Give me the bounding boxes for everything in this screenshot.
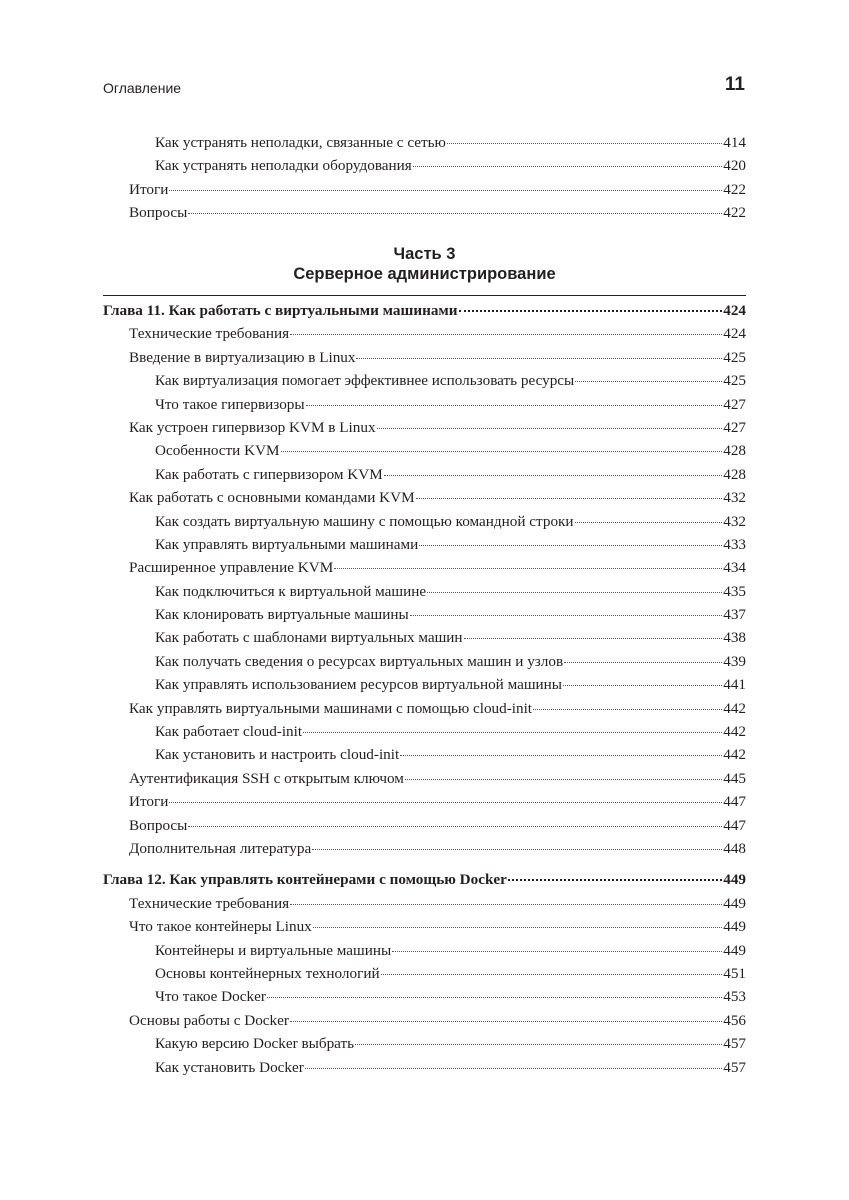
entry-title: Вопросы [129,816,188,834]
entry-title: Как установить Docker [155,1058,304,1076]
entry-page: 438 [723,629,746,647]
entry-title: Как работать с гипервизором KVM [155,465,383,483]
toc-entry[interactable] [103,533,746,556]
entry-page: 457 [723,1035,746,1053]
entry-title: Итоги [129,180,169,198]
dot-leader [334,567,722,569]
entry-title: Технические требования [129,894,290,912]
dot-leader [303,731,722,733]
dot-leader [405,778,722,780]
toc-entry[interactable] [103,393,746,416]
entry-title: Как устранять неполадки, связанные с сетью [155,134,446,151]
entry-page: 433 [723,535,746,553]
entry-title: Как клонировать виртуальные машины [155,606,409,624]
entry-title: Как управлять использованием ресурсов виртуальной машины [155,676,563,694]
entry-page: 427 [723,418,746,436]
chapter-title: Глава 12. Как управлять контейнерами с помощью Docker [103,871,507,889]
entry-page: 428 [723,465,746,483]
entry-title: Как работать с основными командами KVM [129,489,415,507]
dot-leader [355,1043,722,1045]
entry-page: 425 [723,348,746,366]
dot-leader [312,848,722,850]
toc-entry[interactable] [103,178,746,201]
dot-leader [377,427,723,429]
entry-page: 427 [723,395,746,413]
toc-entry[interactable] [103,510,746,533]
part-title: Серверное администрирование [293,265,556,283]
entry-title: Дополнительная литература [129,839,312,857]
toc-continued-list [103,131,746,225]
dot-leader [410,614,723,616]
toc-chapter-12[interactable] [103,868,746,891]
entry-title: Как подключиться к виртуальной машине [155,582,427,600]
entry-page: 428 [723,442,746,460]
chapter-11-entries [103,322,746,860]
dot-leader [392,950,722,952]
entry-title: Вопросы [129,204,188,222]
toc-entry[interactable] [103,322,746,345]
entry-title: Как работать с шаблонами виртуальных машин [155,629,463,647]
dot-leader [419,544,722,546]
entry-page: 457 [723,1058,746,1076]
entry-page: 425 [723,372,746,390]
entry-title: Как устранять неполадки оборудования [155,157,412,175]
entry-page: 453 [723,988,746,1006]
entry-title: Аутентификация SSH с открытым ключом [129,769,404,787]
toc-entry[interactable] [103,1056,746,1079]
part-heading [103,244,746,284]
entry-page: 449 [723,941,746,959]
entry-title: Что такое контейнеры Linux [129,918,312,936]
toc-entry[interactable] [103,154,746,177]
toc-main-list [103,299,746,1079]
dot-leader [575,521,723,523]
entry-page: 435 [723,582,746,600]
dot-leader [508,878,722,881]
entry-title: Итоги [129,793,169,811]
toc-entry[interactable] [103,1032,746,1055]
entry-title: Введение в виртуализацию в Linux [129,348,356,366]
dot-leader [356,357,722,359]
entry-page: 420 [723,157,746,175]
entry-title: Как устроен гипервизор KVM в Linux [129,418,376,436]
entry-title: Основы работы с Docker [129,1011,289,1029]
toc-entry[interactable] [103,416,746,439]
dot-leader [188,212,722,214]
dot-leader [459,309,723,312]
toc-entry[interactable] [103,369,746,392]
entry-title: Как управлять виртуальными машинами [155,535,419,553]
entry-page: 451 [723,964,746,982]
entry-title: Как создать виртуальную машину с помощью командной строки [155,512,574,530]
toc-entry[interactable] [103,697,746,720]
toc-entry[interactable] [103,962,746,985]
dot-leader [413,165,722,167]
entry-title: Как управлять виртуальными машинами с помощью cloud-init [129,699,533,717]
toc-entry[interactable] [103,201,746,224]
dot-leader [169,801,722,803]
entry-page: 445 [723,769,746,787]
toc-entry[interactable] [103,1009,746,1032]
entry-title: Как получать сведения о ресурсах виртуальных машин и узлов [155,652,564,670]
toc-entry[interactable] [103,720,746,743]
toc-entry[interactable] [103,915,746,938]
dot-leader [306,404,723,406]
chapter-12-entries [103,892,746,1079]
toc-entry[interactable] [103,603,746,626]
entry-title: Как установить и настроить cloud-init [155,746,400,764]
entry-title: Какую версию Docker выбрать [155,1035,355,1053]
toc-entry[interactable] [103,439,746,462]
entry-page: 432 [723,512,746,530]
entry-title: Расширенное управление KVM [129,559,334,577]
toc-entry[interactable] [103,626,746,649]
entry-title: Как работает cloud-init [155,723,303,741]
dot-leader [290,333,722,335]
dot-leader [381,973,723,975]
toc-entry[interactable] [103,837,746,860]
dot-leader [290,903,722,905]
toc-entry[interactable] [103,580,746,603]
entry-title: Что такое гипервизоры [155,395,305,413]
page-number: 11 [724,74,745,95]
entry-title: Основы контейнерных технологий [155,964,380,982]
chapter-page: 449 [723,871,746,889]
entry-page: 424 [723,325,746,343]
entry-page: 449 [723,918,746,936]
entry-page: 447 [723,816,746,834]
entry-page: 434 [723,559,746,577]
dot-leader [400,754,722,756]
dot-leader [290,1020,722,1022]
entry-title: Как виртуализация помогает эффективнее использовать ресурсы [155,372,575,390]
toc-entry[interactable] [103,790,746,813]
dot-leader [464,637,723,639]
toc-entry[interactable] [103,486,746,509]
dot-leader [384,474,722,476]
toc-entry[interactable] [103,346,746,369]
entry-page: 422 [723,204,746,222]
toc-entry[interactable] [103,556,746,579]
entry-page: 432 [723,489,746,507]
dot-leader [313,926,722,928]
dot-leader [575,380,722,382]
dot-leader [267,996,722,998]
toc-entry[interactable] [103,892,746,915]
part-number: Часть 3 [393,245,456,263]
entry-page: 442 [723,723,746,741]
running-head: Оглавление [103,80,182,96]
toc-entry[interactable] [103,463,746,486]
entry-page: 448 [723,839,746,857]
dot-leader [305,1067,722,1069]
dot-leader [427,591,722,593]
entry-page: 437 [723,606,746,624]
toc-entry[interactable] [103,673,746,696]
dot-leader [188,825,722,827]
toc-entry[interactable] [103,814,746,837]
entry-page: 449 [723,894,746,912]
dot-leader [533,708,722,710]
dot-leader [281,450,723,452]
dot-leader [416,497,723,499]
entry-title: Особенности KVM [155,442,280,460]
toc-chapter-11[interactable] [103,299,746,322]
entry-title: Что такое Docker [155,988,266,1006]
part-divider-rule [103,295,746,296]
dot-leader [563,684,722,686]
entry-page: 442 [723,746,746,764]
chapter-title: Глава 11. Как работать с виртуальными машинами [103,302,458,319]
entry-page: 439 [723,652,746,670]
toc-entry[interactable] [103,743,746,766]
toc-entry[interactable] [103,767,746,790]
dot-leader [447,142,722,144]
dot-leader [564,661,722,663]
entry-title: Контейнеры и виртуальные машины [155,941,392,959]
entry-page: 442 [723,699,746,717]
entry-title: Технические требования [129,325,290,343]
toc-entry[interactable] [103,985,746,1008]
entry-page: 414 [723,134,746,151]
toc-entry[interactable] [103,131,746,154]
dot-leader [169,189,722,191]
chapter-page: 424 [723,302,746,319]
entry-page: 447 [723,793,746,811]
entry-page: 456 [723,1011,746,1029]
entry-page: 422 [723,180,746,198]
toc-entry[interactable] [103,650,746,673]
entry-page: 441 [723,676,746,694]
toc-entry[interactable] [103,939,746,962]
